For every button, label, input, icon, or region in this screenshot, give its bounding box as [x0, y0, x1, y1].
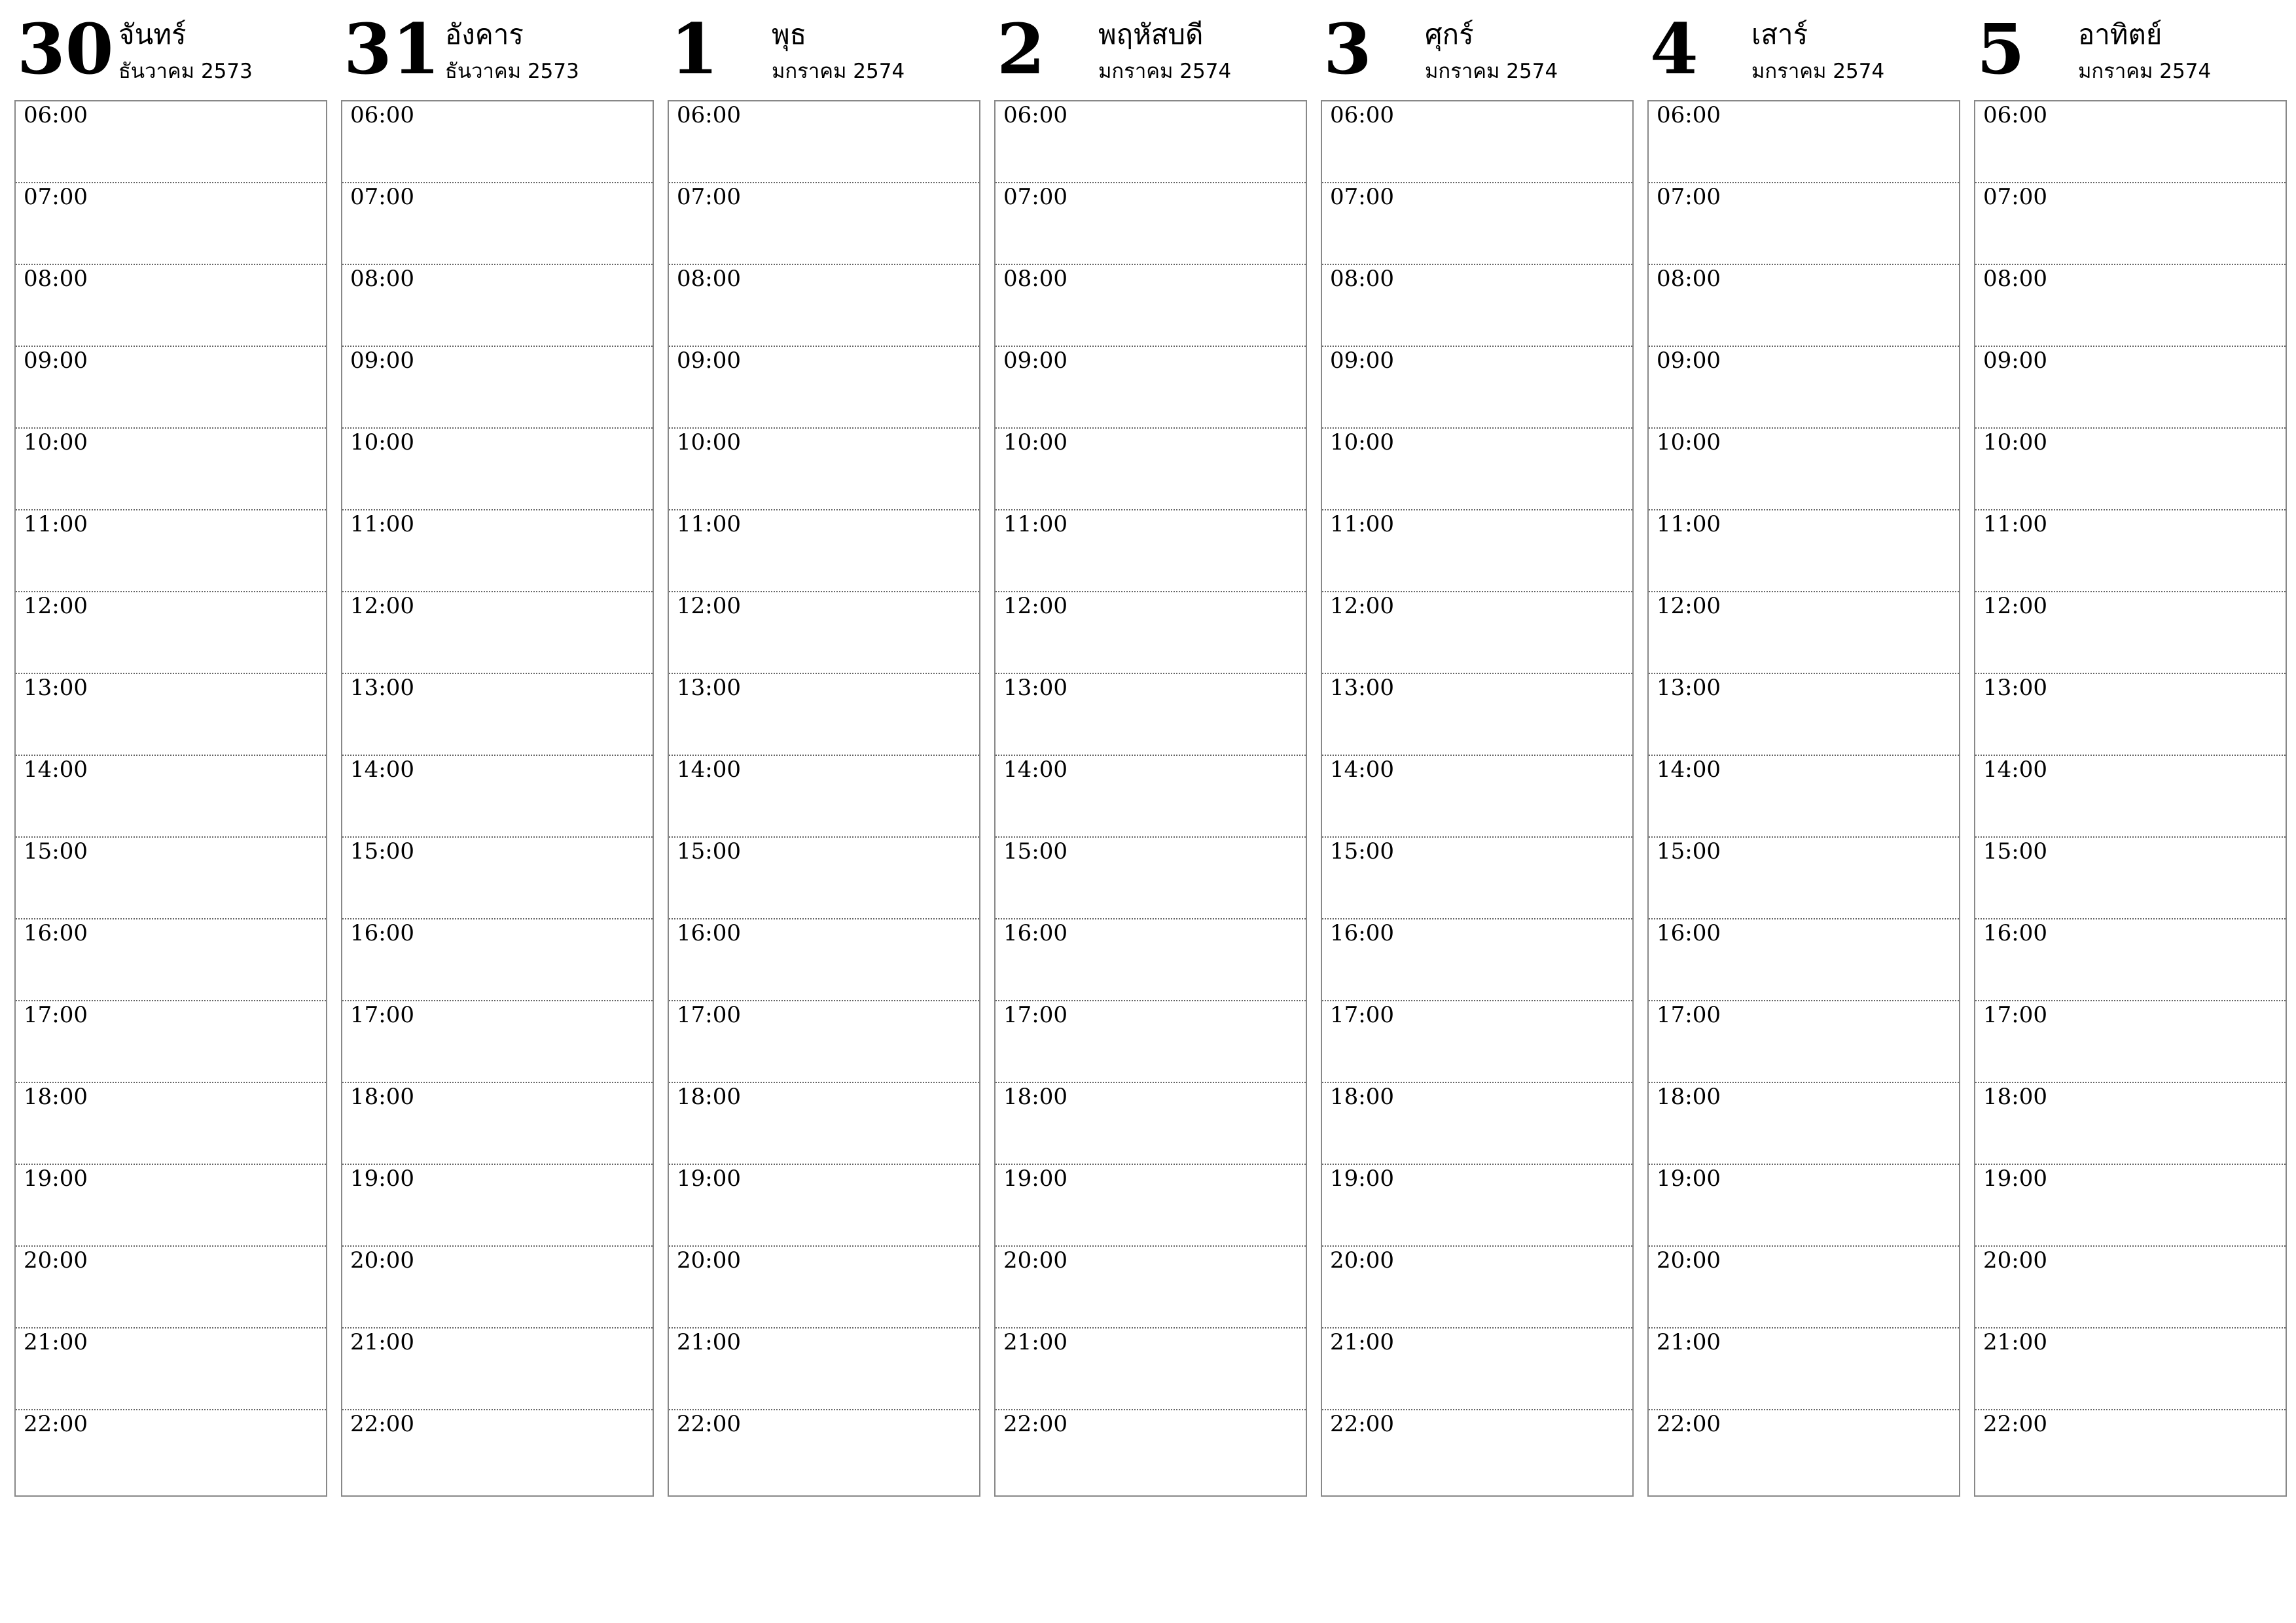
time-label: 12:00 — [1330, 593, 1394, 619]
time-label: 16:00 — [677, 920, 741, 946]
time-label: 20:00 — [1983, 1247, 2047, 1274]
time-slot[interactable] — [1322, 510, 1632, 592]
day-header — [14, 0, 327, 99]
time-label: 15:00 — [1657, 838, 1721, 865]
time-slot[interactable] — [1975, 674, 2286, 756]
time-label: 13:00 — [24, 675, 88, 701]
time-label: 14:00 — [1983, 757, 2047, 783]
day-month-year: มกราคม 2574 — [1751, 60, 1885, 83]
day-header — [1647, 0, 1960, 99]
time-slot[interactable] — [16, 101, 326, 183]
day-column-6 — [1647, 0, 1960, 1437]
day-month-year: ธันวาคม 2573 — [445, 60, 579, 83]
time-slot[interactable] — [1649, 1410, 1959, 1492]
time-slot[interactable] — [996, 592, 1306, 674]
time-label: 19:00 — [1330, 1166, 1394, 1192]
time-slot[interactable] — [16, 838, 326, 919]
time-slot[interactable] — [669, 1001, 979, 1083]
time-slot[interactable] — [342, 1165, 653, 1247]
time-label: 22:00 — [1657, 1411, 1721, 1437]
time-slot[interactable] — [1322, 1083, 1632, 1165]
day-schedule — [1647, 100, 1960, 1497]
time-slot[interactable] — [1975, 1165, 2286, 1247]
time-label: 22:00 — [1003, 1411, 1067, 1437]
time-slot[interactable] — [16, 1247, 326, 1329]
time-label: 22:00 — [1983, 1411, 2047, 1437]
day-weekday: อังคาร — [445, 18, 524, 50]
time-slot[interactable] — [1322, 674, 1632, 756]
time-label: 22:00 — [677, 1411, 741, 1437]
time-label: 08:00 — [1330, 266, 1394, 292]
day-schedule — [14, 100, 327, 1497]
time-label: 06:00 — [1983, 102, 2047, 128]
time-label: 13:00 — [1003, 675, 1067, 701]
time-slot[interactable] — [16, 756, 326, 838]
time-slot[interactable] — [342, 265, 653, 347]
day-weekday: จันทร์ — [118, 18, 187, 50]
time-slot[interactable] — [16, 1083, 326, 1165]
time-slot[interactable] — [342, 756, 653, 838]
time-label: 12:00 — [677, 593, 741, 619]
day-schedule — [668, 100, 980, 1497]
day-column-5 — [1321, 0, 1634, 1437]
time-slot[interactable] — [16, 347, 326, 429]
time-label: 22:00 — [350, 1411, 414, 1437]
time-slot[interactable] — [669, 1247, 979, 1329]
time-slot[interactable] — [1322, 1001, 1632, 1083]
time-label: 11:00 — [1657, 511, 1721, 537]
time-slot[interactable] — [1975, 1329, 2286, 1410]
time-label: 19:00 — [677, 1166, 741, 1192]
day-weekday: พุธ — [772, 18, 807, 50]
time-label: 13:00 — [1983, 675, 2047, 701]
time-label: 18:00 — [24, 1084, 88, 1110]
time-slot[interactable] — [669, 347, 979, 429]
time-slot[interactable] — [1649, 756, 1959, 838]
time-slot[interactable] — [1649, 674, 1959, 756]
day-column-7 — [1974, 0, 2287, 1437]
day-month-year: มกราคม 2574 — [772, 60, 905, 83]
day-number: 2 — [997, 8, 1045, 90]
time-label: 06:00 — [350, 102, 414, 128]
time-slot[interactable] — [669, 510, 979, 592]
time-slot[interactable] — [669, 429, 979, 510]
time-slot[interactable] — [342, 101, 653, 183]
time-slot[interactable] — [996, 101, 1306, 183]
time-slot[interactable] — [996, 756, 1306, 838]
time-slot[interactable] — [1322, 1165, 1632, 1247]
time-label: 07:00 — [350, 184, 414, 210]
day-weekday: เสาร์ — [1751, 18, 1808, 50]
time-slot[interactable] — [342, 1247, 653, 1329]
day-schedule — [1321, 100, 1634, 1497]
time-slot[interactable] — [996, 429, 1306, 510]
time-slot[interactable] — [342, 1329, 653, 1410]
time-label: 14:00 — [1657, 757, 1721, 783]
time-slot[interactable] — [1649, 592, 1959, 674]
time-label: 13:00 — [350, 675, 414, 701]
time-label: 17:00 — [350, 1002, 414, 1028]
day-column-4 — [994, 0, 1307, 1437]
time-slot[interactable] — [1649, 1083, 1959, 1165]
time-label: 17:00 — [1657, 1002, 1721, 1028]
time-label: 09:00 — [1657, 348, 1721, 374]
time-label: 16:00 — [350, 920, 414, 946]
time-label: 18:00 — [1330, 1084, 1394, 1110]
time-label: 10:00 — [1657, 429, 1721, 455]
time-slot[interactable] — [669, 919, 979, 1001]
time-label: 12:00 — [24, 593, 88, 619]
time-slot[interactable] — [996, 1247, 1306, 1329]
time-label: 07:00 — [1330, 184, 1394, 210]
time-slot[interactable] — [1322, 1410, 1632, 1492]
time-label: 11:00 — [24, 511, 88, 537]
time-label: 13:00 — [1330, 675, 1394, 701]
time-slot[interactable] — [1975, 347, 2286, 429]
time-slot[interactable] — [1649, 347, 1959, 429]
day-month-year: มกราคม 2574 — [1098, 60, 1232, 83]
time-slot[interactable] — [16, 919, 326, 1001]
time-label: 20:00 — [1330, 1247, 1394, 1274]
time-slot[interactable] — [669, 101, 979, 183]
time-label: 08:00 — [1657, 266, 1721, 292]
time-label: 11:00 — [1330, 511, 1394, 537]
time-label: 11:00 — [677, 511, 741, 537]
time-label: 21:00 — [24, 1329, 88, 1355]
time-label: 07:00 — [677, 184, 741, 210]
day-number: 5 — [1977, 8, 2025, 90]
time-label: 14:00 — [24, 757, 88, 783]
time-slot[interactable] — [996, 1001, 1306, 1083]
time-slot[interactable] — [1322, 1329, 1632, 1410]
time-label: 21:00 — [677, 1329, 741, 1355]
time-slot[interactable] — [996, 838, 1306, 919]
time-label: 16:00 — [1003, 920, 1067, 946]
time-slot[interactable] — [16, 674, 326, 756]
time-slot[interactable] — [1322, 429, 1632, 510]
time-label: 14:00 — [677, 757, 741, 783]
time-slot[interactable] — [1649, 510, 1959, 592]
time-label: 07:00 — [24, 184, 88, 210]
time-slot[interactable] — [669, 183, 979, 265]
time-label: 16:00 — [1330, 920, 1394, 946]
time-label: 17:00 — [677, 1002, 741, 1028]
day-month-year: ธันวาคม 2573 — [118, 60, 253, 83]
time-label: 11:00 — [350, 511, 414, 537]
time-label: 22:00 — [1330, 1411, 1394, 1437]
time-label: 08:00 — [24, 266, 88, 292]
time-slot[interactable] — [669, 265, 979, 347]
time-label: 07:00 — [1657, 184, 1721, 210]
day-column-2 — [341, 0, 654, 1437]
time-label: 20:00 — [24, 1247, 88, 1274]
time-slot[interactable] — [669, 1410, 979, 1492]
time-label: 16:00 — [1657, 920, 1721, 946]
time-label: 06:00 — [24, 102, 88, 128]
time-label: 12:00 — [1983, 593, 2047, 619]
time-label: 21:00 — [1003, 1329, 1067, 1355]
time-label: 09:00 — [1330, 348, 1394, 374]
time-slot[interactable] — [996, 510, 1306, 592]
time-slot[interactable] — [1649, 1247, 1959, 1329]
time-slot[interactable] — [996, 1083, 1306, 1165]
time-label: 20:00 — [1003, 1247, 1067, 1274]
time-label: 12:00 — [1657, 593, 1721, 619]
time-slot[interactable] — [342, 183, 653, 265]
time-label: 21:00 — [1983, 1329, 2047, 1355]
time-slot[interactable] — [1975, 1410, 2286, 1492]
time-label: 09:00 — [24, 348, 88, 374]
time-slot[interactable] — [1322, 1247, 1632, 1329]
time-label: 10:00 — [350, 429, 414, 455]
time-slot[interactable] — [1975, 592, 2286, 674]
time-label: 08:00 — [1003, 266, 1067, 292]
time-slot[interactable] — [669, 1165, 979, 1247]
time-label: 19:00 — [1003, 1166, 1067, 1192]
time-label: 13:00 — [677, 675, 741, 701]
time-label: 06:00 — [1003, 102, 1067, 128]
time-label: 10:00 — [24, 429, 88, 455]
time-slot[interactable] — [16, 1165, 326, 1247]
time-slot[interactable] — [342, 1001, 653, 1083]
time-slot[interactable] — [1649, 429, 1959, 510]
time-label: 09:00 — [677, 348, 741, 374]
day-weekday: อาทิตย์ — [2078, 18, 2162, 50]
time-label: 14:00 — [350, 757, 414, 783]
day-column-3 — [668, 0, 980, 1437]
time-slot[interactable] — [1322, 183, 1632, 265]
day-column-1 — [14, 0, 327, 1437]
time-label: 18:00 — [1003, 1084, 1067, 1110]
time-slot[interactable] — [1649, 265, 1959, 347]
time-label: 15:00 — [24, 838, 88, 865]
time-slot[interactable] — [1649, 838, 1959, 919]
time-slot[interactable] — [16, 1329, 326, 1410]
time-label: 22:00 — [24, 1411, 88, 1437]
time-slot[interactable] — [996, 1165, 1306, 1247]
time-slot[interactable] — [669, 592, 979, 674]
time-label: 16:00 — [1983, 920, 2047, 946]
time-slot[interactable] — [16, 1410, 326, 1492]
time-slot[interactable] — [996, 265, 1306, 347]
time-slot[interactable] — [1975, 101, 2286, 183]
day-schedule — [341, 100, 654, 1497]
time-slot[interactable] — [669, 1329, 979, 1410]
time-label: 08:00 — [350, 266, 414, 292]
time-slot[interactable] — [1975, 919, 2286, 1001]
time-slot[interactable] — [996, 919, 1306, 1001]
time-slot[interactable] — [1322, 756, 1632, 838]
time-label: 15:00 — [677, 838, 741, 865]
time-slot[interactable] — [1649, 101, 1959, 183]
day-header — [341, 0, 654, 99]
time-slot[interactable] — [342, 674, 653, 756]
time-label: 17:00 — [1330, 1002, 1394, 1028]
time-slot[interactable] — [1975, 265, 2286, 347]
time-label: 06:00 — [1657, 102, 1721, 128]
time-slot[interactable] — [342, 1083, 653, 1165]
time-slot[interactable] — [342, 1410, 653, 1492]
time-label: 13:00 — [1657, 675, 1721, 701]
time-label: 09:00 — [1003, 348, 1067, 374]
time-label: 17:00 — [1983, 1002, 2047, 1028]
time-label: 11:00 — [1983, 511, 2047, 537]
time-label: 14:00 — [1330, 757, 1394, 783]
time-slot[interactable] — [1649, 1165, 1959, 1247]
time-label: 19:00 — [1983, 1166, 2047, 1192]
day-number: 30 — [17, 8, 114, 90]
time-slot[interactable] — [1322, 592, 1632, 674]
time-slot[interactable] — [16, 1001, 326, 1083]
time-slot[interactable] — [669, 756, 979, 838]
time-label: 15:00 — [1330, 838, 1394, 865]
time-label: 16:00 — [24, 920, 88, 946]
time-slot[interactable] — [1975, 1083, 2286, 1165]
time-label: 17:00 — [24, 1002, 88, 1028]
time-label: 11:00 — [1003, 511, 1067, 537]
time-label: 10:00 — [1003, 429, 1067, 455]
time-slot[interactable] — [16, 429, 326, 510]
time-slot[interactable] — [996, 347, 1306, 429]
day-month-year: มกราคม 2574 — [1425, 60, 1558, 83]
time-label: 19:00 — [350, 1166, 414, 1192]
time-slot[interactable] — [342, 592, 653, 674]
time-slot[interactable] — [669, 838, 979, 919]
time-label: 21:00 — [1330, 1329, 1394, 1355]
time-slot[interactable] — [1649, 183, 1959, 265]
time-slot[interactable] — [16, 592, 326, 674]
time-label: 20:00 — [1657, 1247, 1721, 1274]
time-slot[interactable] — [1322, 919, 1632, 1001]
time-label: 10:00 — [1983, 429, 2047, 455]
time-slot[interactable] — [342, 919, 653, 1001]
time-slot[interactable] — [342, 429, 653, 510]
time-label: 08:00 — [677, 266, 741, 292]
time-slot[interactable] — [996, 183, 1306, 265]
time-label: 15:00 — [350, 838, 414, 865]
time-label: 19:00 — [24, 1166, 88, 1192]
time-slot[interactable] — [342, 347, 653, 429]
time-slot[interactable] — [996, 1410, 1306, 1492]
time-slot[interactable] — [16, 183, 326, 265]
time-label: 18:00 — [1657, 1084, 1721, 1110]
time-slot[interactable] — [669, 1083, 979, 1165]
time-label: 12:00 — [1003, 593, 1067, 619]
day-schedule — [1974, 100, 2287, 1497]
day-header — [994, 0, 1307, 99]
time-slot[interactable] — [669, 674, 979, 756]
day-number: 1 — [670, 8, 719, 90]
time-slot[interactable] — [1322, 347, 1632, 429]
time-label: 08:00 — [1983, 266, 2047, 292]
day-header — [1321, 0, 1634, 99]
time-slot[interactable] — [1322, 838, 1632, 919]
time-label: 07:00 — [1983, 184, 2047, 210]
time-slot[interactable] — [1322, 265, 1632, 347]
time-slot[interactable] — [1322, 101, 1632, 183]
time-label: 20:00 — [677, 1247, 741, 1274]
time-label: 21:00 — [350, 1329, 414, 1355]
time-slot[interactable] — [1975, 756, 2286, 838]
time-slot[interactable] — [342, 510, 653, 592]
time-slot[interactable] — [1649, 1001, 1959, 1083]
time-label: 06:00 — [677, 102, 741, 128]
time-label: 09:00 — [1983, 348, 2047, 374]
time-label: 18:00 — [677, 1084, 741, 1110]
day-schedule — [994, 100, 1307, 1497]
time-slot[interactable] — [1975, 510, 2286, 592]
day-weekday: พฤหัสบดี — [1098, 18, 1204, 50]
time-label: 20:00 — [350, 1247, 414, 1274]
time-slot[interactable] — [1975, 838, 2286, 919]
time-slot[interactable] — [1649, 919, 1959, 1001]
time-label: 19:00 — [1657, 1166, 1721, 1192]
day-number: 31 — [344, 8, 440, 90]
time-label: 18:00 — [1983, 1084, 2047, 1110]
time-slot[interactable] — [1975, 429, 2286, 510]
time-label: 09:00 — [350, 348, 414, 374]
time-slot[interactable] — [996, 674, 1306, 756]
time-label: 18:00 — [350, 1084, 414, 1110]
time-label: 15:00 — [1003, 838, 1067, 865]
time-label: 07:00 — [1003, 184, 1067, 210]
time-slot[interactable] — [1975, 1001, 2286, 1083]
time-slot[interactable] — [1975, 1247, 2286, 1329]
time-slot[interactable] — [16, 510, 326, 592]
day-header — [668, 0, 980, 99]
day-number: 4 — [1650, 8, 1698, 90]
time-label: 15:00 — [1983, 838, 2047, 865]
time-label: 10:00 — [677, 429, 741, 455]
time-slot[interactable] — [16, 265, 326, 347]
time-label: 10:00 — [1330, 429, 1394, 455]
time-slot[interactable] — [342, 838, 653, 919]
time-label: 14:00 — [1003, 757, 1067, 783]
time-slot[interactable] — [1649, 1329, 1959, 1410]
time-label: 12:00 — [350, 593, 414, 619]
time-label: 21:00 — [1657, 1329, 1721, 1355]
day-month-year: มกราคม 2574 — [2078, 60, 2212, 83]
time-label: 06:00 — [1330, 102, 1394, 128]
day-weekday: ศุกร์ — [1425, 18, 1474, 50]
time-label: 17:00 — [1003, 1002, 1067, 1028]
day-header — [1974, 0, 2287, 99]
time-slot[interactable] — [996, 1329, 1306, 1410]
time-slot[interactable] — [1975, 183, 2286, 265]
day-number: 3 — [1323, 8, 1372, 90]
